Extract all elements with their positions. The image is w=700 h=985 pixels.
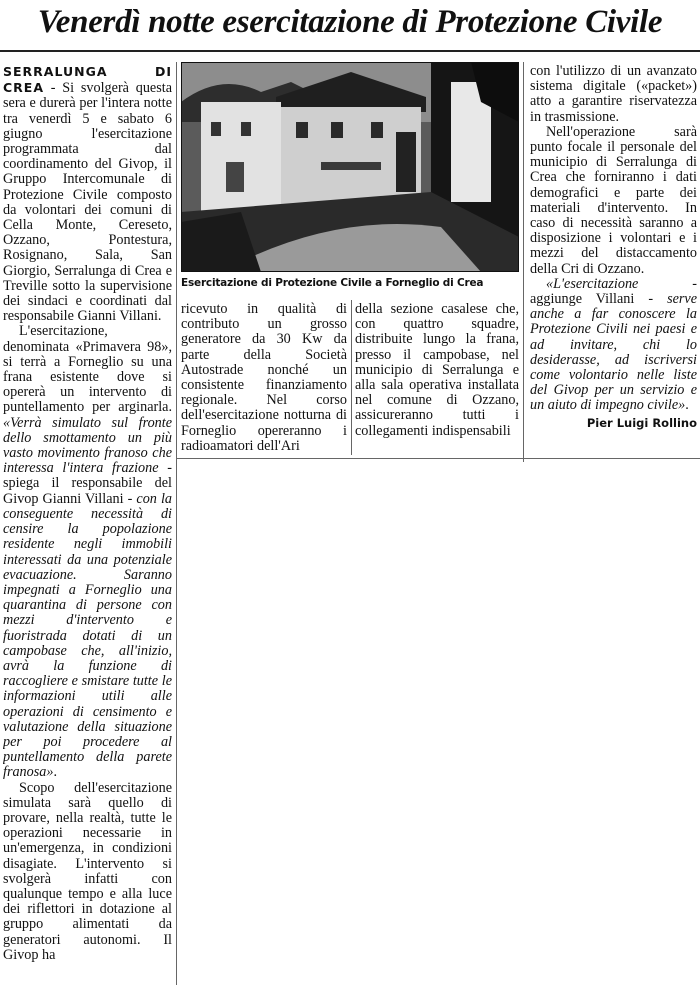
byline: Pier Luigi Rollino <box>586 415 697 430</box>
article-paragraph <box>530 277 697 414</box>
article-column-1 <box>3 64 172 985</box>
column-divider <box>523 62 524 462</box>
dateline: SERRALUNGA DI CREA <box>3 64 172 96</box>
article-paragraph: Nell'operazione sarà punto focale il personale del municipio di Serralunga di Crea che forniranno i dati demografici e parte dei materiali d'intervento. In caso di necessità saranno a disposizione i volontari e i mezzi del distaccamento della Cri di Ozzano. <box>530 123 697 277</box>
article-paragraph <box>3 64 172 324</box>
headline-rule <box>0 50 700 52</box>
paragraph-text: - spiega il responsabile del Givop Gianni Villani - <box>3 460 172 507</box>
article-paragraph: ricevuto in qualità di contributo un grosso generatore da 30 Kw da parte della Società Autostrade nonché un consistente finanziamento regionale. Nel corso dell'esercitazione notturna di Forneglio opereranno i radioamatori dell'Ari <box>181 302 347 452</box>
article-column-2 <box>181 302 347 452</box>
paragraph-text: L'esercitazione, denominata «Primavera 98», si terrà a Forneglio su una frana esistente dove si opererà un intervento di puntellamento per arginarla. <box>3 323 172 416</box>
quote-text: con la conseguente necessità di censire la popolazione residente negli immobili interessati da una potenziale evacuazione. Saranno impegnati a Forneglio una quarantina di persone con mezzi d'intervento e fuoristrada dotati di un campobase che, all'inizio, avrà la funzione di raccogliere e smistare tutte le informazioni utili alle operazioni di censimento e valutazione della situazione per poi procedere al puntellamento della parete franosa» <box>3 490 172 781</box>
article-column-4 <box>530 64 697 464</box>
photo-caption: Esercitazione di Protezione Civile a Forneglio di Crea <box>181 277 484 289</box>
quote-text: «L'esercitazione <box>546 275 639 292</box>
quote-text: serve anche a far conoscere la Protezione Civili nei paesi e ad invitare, chi lo desiderasse, ad iscriversi come volontario nelle liste del Givop per un servizio e un aiuto di impegno civile» <box>530 291 697 414</box>
paragraph-text: . <box>685 397 689 414</box>
article-photo <box>181 62 519 272</box>
village-street-image <box>181 62 519 272</box>
article-paragraph: Scopo dell'esercitazione simulata sarà quello di provare, nella realtà, tutte le operazioni necessarie in un'emergenza, in condizioni disagiate. L'intervento si svolgerà infatti con qualunque tempo e alla luce dei riflettori in dotazione al gruppo alimentati da generatori autonomi. Il Givop ha <box>3 779 172 963</box>
headline: Venerdì notte esercitazione di Protezione Civile <box>37 4 663 40</box>
quote-text: «Verrà simulato sul fronte dello smottamento un più vasto movimento franoso che interessa l'intera frazione <box>3 414 172 477</box>
paragraph-text: - aggiunge Villani - <box>530 275 697 308</box>
column-divider <box>351 300 352 455</box>
article-column-3 <box>355 302 519 452</box>
paragraph-text: . <box>53 764 57 781</box>
article-paragraph: con l'utilizzo di un avanzato sistema digitale («packet») atto a garantire riservatezza in trasmissione. <box>530 64 697 125</box>
column-divider <box>176 62 177 985</box>
article-paragraph: della sezione casalese che, con quattro squadre, distribuite lungo la frana, presso il campobase, nel municipio di Serralunga e alla sala operativa installata nel comune di Ozzano, assicureranno tutti i collegamenti indispensabili <box>355 302 519 439</box>
paragraph-text: - Si svolgerà questa sera e durerà per l'intera notte tra venerdì 5 e sabato 6 giugno l'esercitazione programmata dal coordinamento del Givop, il Gruppo Intercomunale di Protezione Civile composto da volontari dei comuni di Cella Monte, Cereseto, Ozzano, Pontestura, Rosignano, Sala, San Giorgio, Serralunga di Crea e Treville sotto la supervisione dei sindaci e coordinati dal responsabile Gianni Villani. <box>3 80 172 325</box>
article-paragraph <box>3 324 172 780</box>
